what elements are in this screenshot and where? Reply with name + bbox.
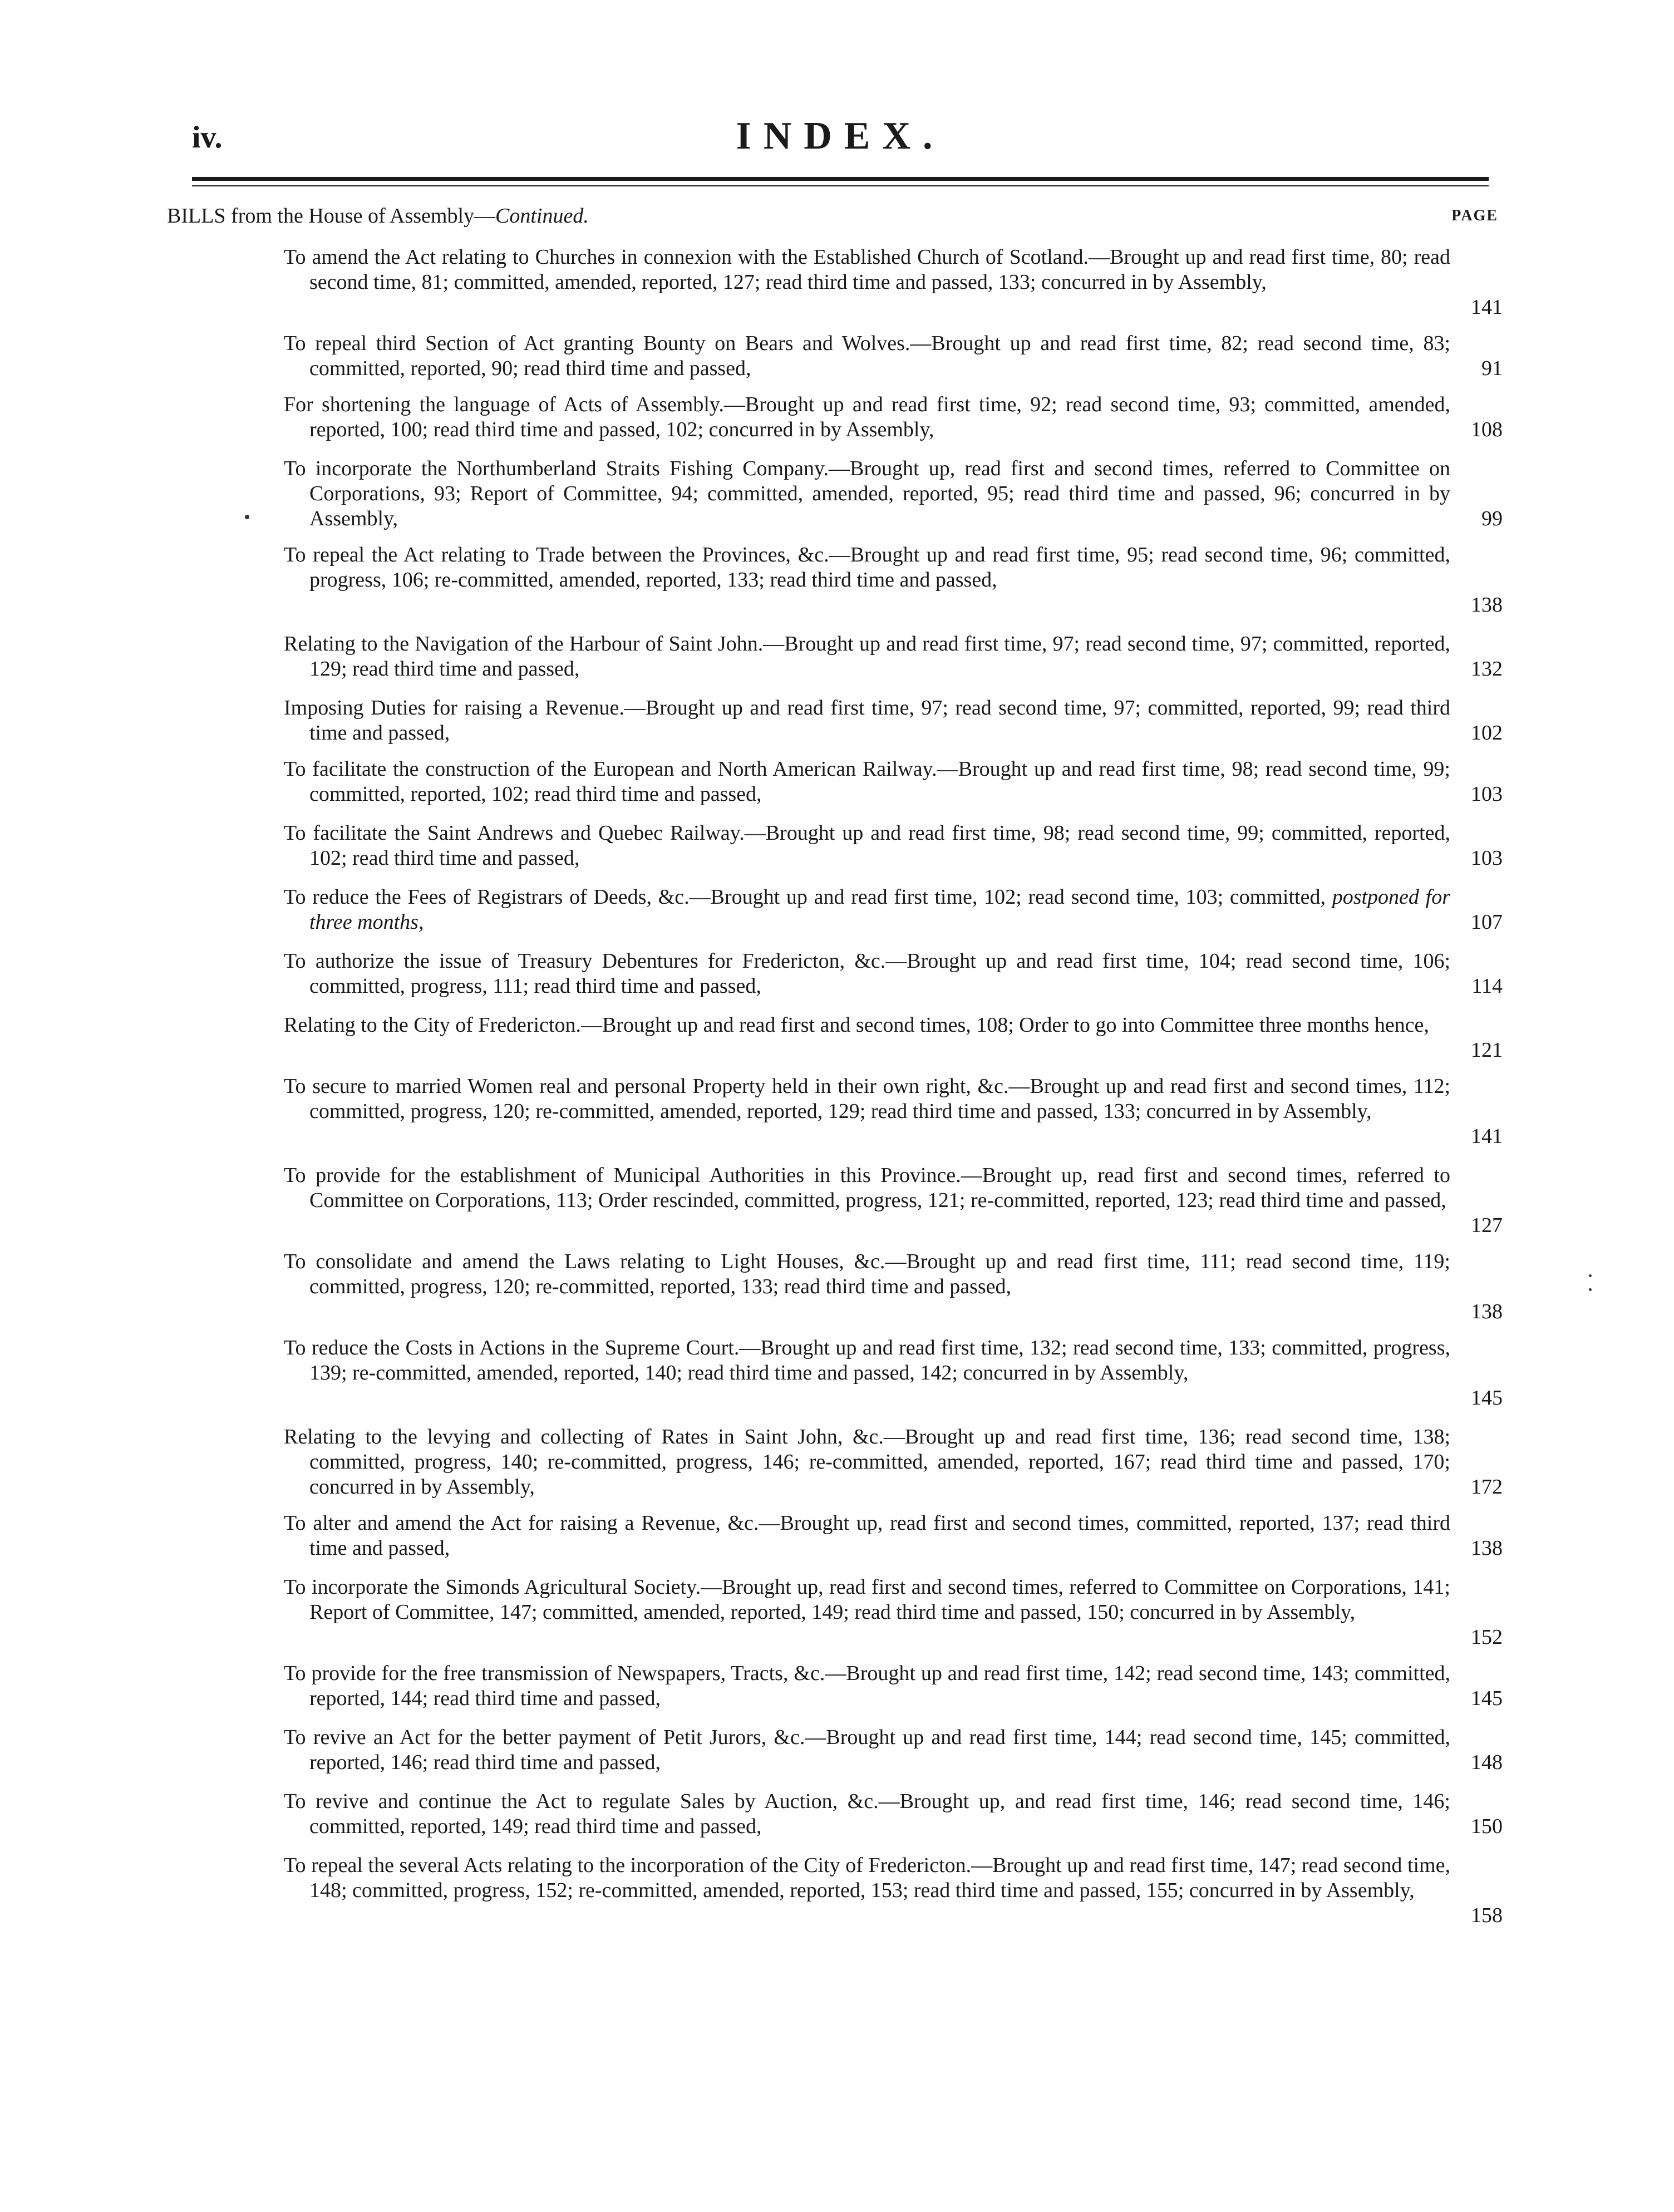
index-entry [284,757,1450,807]
entry-title: To repeal third Section of Act granting Bounty on Bears and Wolves. [284,332,910,355]
index-entry [284,543,1450,593]
entry-page-number: 145 [1471,1386,1503,1410]
entry-page-number: 108 [1471,418,1503,441]
entry-title: Imposing Duties for raising a Revenue. [284,696,624,720]
index-entry [284,1336,1450,1386]
header-rule-thick [192,177,1489,181]
entry-proceedings: —Brought up and read first and second times, 112; committed, progress, 120; re-committed, amended, reported, 129; read third time and passed, 133; concurred in by Assembly, [309,1075,1450,1123]
entry-page-number: 150 [1471,1815,1503,1838]
entry-title: Relating to the Navigation of the Harbour of Saint John. [284,632,764,656]
index-entry [284,456,1450,531]
index-entry [284,885,1450,935]
index-entry [284,949,1450,999]
entry-title: Relating to the City of Fredericton. [284,1013,582,1037]
entry-page-number: 148 [1471,1751,1503,1774]
index-entry [284,1511,1450,1561]
index-entry [284,1725,1450,1775]
entry-title: To facilitate the Saint Andrews and Quebec Railway. [284,821,745,845]
entry-title: To secure to married Women real and personal Property held in their own right, &c. [284,1075,1009,1098]
entry-page-number: 127 [1471,1214,1503,1237]
section-title-continued: Continued. [495,204,589,228]
ink-speck [245,515,249,519]
entry-title: To repeal the several Acts relating to the incorporation of the City of Fredericton. [284,1854,972,1877]
index-entry [284,696,1450,746]
index-entry [284,331,1450,381]
entry-page-number: 172 [1471,1475,1503,1499]
entry-title: To consolidate and amend the Laws relating to Light Houses, &c. [284,1250,885,1273]
header-rule-thin [192,185,1489,186]
entry-proceedings: —Brought up and read first time, 80; read second time, 81; committed, amended, reported, 127; read third time and passed, 133; concurred in by Assembly, [309,245,1450,294]
entry-proceedings: —Brought up and read first time, 142; read second time, 143; committed, reported, 144; read third time and passed, [309,1662,1450,1710]
page-column-label: PAGE [1451,207,1498,224]
entry-title: To alter and amend the Act for raising a Revenue, &c. [284,1511,759,1535]
entry-title: To reduce the Fees of Registrars of Deeds, &c. [284,885,690,909]
entry-proceedings: —Brought up, read first and second times, referred to Committee on Corporations, 141; Report of Committee, 147; committed, amended, reported, 149; read third time and passed, 150; concurred in by Assembly, [309,1575,1450,1624]
entry-page-number: 114 [1471,974,1503,998]
page-number: iv. [192,120,223,155]
entry-title: To reduce the Costs in Actions in the Supreme Court. [284,1336,740,1359]
entry-proceedings: —Brought up and read first time, 92; read second time, 93; committed, amended, reported, 100; read third time and passed, 102; concurred in by Assembly, [309,393,1450,441]
entry-page-number: 132 [1471,657,1503,681]
entry-page-number: 91 [1481,357,1503,380]
entry-proceedings: —Brought up, read first and second times, referred to Committee on Corporations, 93; Report of Committee, 94; committed, amended, reported, 95; read third time and passed, 96; concurred in by Assembly, [309,457,1450,530]
entry-page-number: 107 [1471,910,1503,934]
entry-proceedings: —Brought up, and read first time, 146; read second time, 146; committed, reported, 149; read third time and passed, [309,1790,1450,1838]
entry-title: To revive an Act for the better payment of Petit Jurors, &c. [284,1726,805,1749]
section-heading [167,204,1498,237]
index-entry [284,1853,1450,1903]
entry-proceedings: —Brought up and read first time, 95; read second time, 96; committed, progress, 106; re-committed, amended, reported, 133; read third time and passed, [309,543,1450,592]
entry-page-number: 138 [1471,593,1503,617]
entry-proceedings: —Brought up and read first time, 144; read second time, 145; committed, reported, 146; read third time and passed, [309,1726,1450,1774]
entry-proceedings: —Brought up and read first time, 82; read second time, 83; committed, reported, 90; read third time and passed, [309,332,1450,380]
entry-title: To provide for the establishment of Municipal Authorities in this Province. [284,1164,961,1187]
index-entry [284,1013,1450,1038]
entry-page-number: 141 [1471,1125,1503,1148]
index-entry [284,1163,1450,1213]
section-title [167,204,589,228]
entry-proceedings: —Brought up, read first and second times, committed, reported, 137; read third time and passed, [309,1511,1450,1560]
entry-proceedings: —Brought up, read first and second times, referred to Committee on Corporations, 113; Order rescinded, committed, progress, 121; re-committed, reported, 123; read third time and passed, [309,1164,1450,1212]
entry-page-number: 152 [1471,1625,1503,1649]
index-entry [284,632,1450,682]
entry-proceedings: —Brought up and read first time, 97; read second time, 97; committed, reported, 99; read third time and passed, [309,696,1450,745]
entry-title: To incorporate the Northumberland Straits Fishing Company. [284,457,829,480]
entry-proceedings: —Brought up and read first time, 98; read second time, 99; committed, reported, 102; read third time and passed, [309,821,1450,870]
index-entry [284,1425,1450,1500]
entry-title: To provide for the free transmission of Newspapers, Tracts, &c. [284,1662,825,1685]
entry-proceedings: —Brought up and read first time, 104; read second time, 106; committed, progress, 111; read third time and passed, [309,949,1451,998]
index-entry [284,1074,1450,1124]
entry-page-number: 145 [1471,1687,1503,1710]
entry-page-number: 141 [1471,295,1503,319]
entry-page-number: 121 [1471,1038,1503,1062]
entry-title: Relating to the levying and collecting of Rates in Saint John, &c. [284,1425,884,1449]
entry-proceedings: —Brought up and read first time, 111; read second time, 119; committed, progress, 120; re-committed, reported, 133; read third time and passed, [309,1250,1450,1298]
entry-proceedings: —Brought up and read first and second times, 108; Order to go into Committee three months hence, [581,1013,1429,1037]
entry-page-number: 103 [1471,782,1503,806]
entry-proceedings: —Brought up and read first time, 136; read second time, 138; committed, progress, 140; re-committed, progress, 146; re-committed, amended, reported, 167; read third time and passed, 170; concurred in by Assembly, [309,1425,1450,1499]
entry-title: To authorize the issue of Treasury Debentures for Fredericton, &c. [284,949,886,973]
entry-title: For shortening the language of Acts of Assembly. [284,393,724,416]
ink-speck [1589,1274,1592,1277]
entry-page-number: 138 [1471,1300,1503,1323]
entry-proceedings: —Brought up and read first time, 102; read second time, 103; committed, [689,885,1326,909]
index-entry [284,821,1450,871]
entry-proceedings: —Brought up and read first time, 97; read second time, 97; committed, reported, 129; read third time and passed, [309,632,1450,681]
entry-proceedings: —Brought up and read first time, 147; read second time, 148; committed, progress, 152; re-committed, amended, reported, 153; read third time and passed, 155; concurred in by Assembly, [309,1854,1450,1902]
entry-title: To revive and continue the Act to regulate Sales by Auction, &c. [284,1790,879,1813]
page-header [192,114,1489,175]
entry-title: To amend the Act relating to Churches in connexion with the Established Church of Scotland. [284,245,1089,269]
entry-page-number: 102 [1471,721,1503,745]
ink-speck [1589,1288,1592,1291]
index-entry [284,1661,1450,1711]
index-entry [284,245,1450,295]
index-entry [284,1249,1450,1299]
page-title: INDEX. [736,115,945,157]
index-entry [284,1789,1450,1839]
entry-page-number: 138 [1471,1536,1503,1560]
entry-title: To repeal the Act relating to Trade between the Provinces, &c. [284,543,829,566]
entry-proceedings: —Brought up and read first time, 132; read second time, 133; committed, progress, 139; re-committed, amended, reported, 140; read third time and passed, 142; concurred in by Assembly, [309,1336,1450,1385]
entry-page-number: 99 [1481,507,1503,530]
entry-page-number: 158 [1471,1904,1503,1927]
entry-proceedings-italic: postponed for three months, [309,885,1451,934]
index-entry [284,392,1450,442]
section-title-main: BILLS from the House of Assembly— [167,204,496,228]
index-entry [284,1575,1450,1625]
entry-title: To incorporate the Simonds Agricultural Society. [284,1575,701,1599]
entry-title: To facilitate the construction of the European and North American Railway. [284,757,937,781]
entry-proceedings: —Brought up and read first time, 98; read second time, 99; committed, reported, 102; read third time and passed, [309,757,1450,806]
entry-page-number: 103 [1471,846,1503,870]
